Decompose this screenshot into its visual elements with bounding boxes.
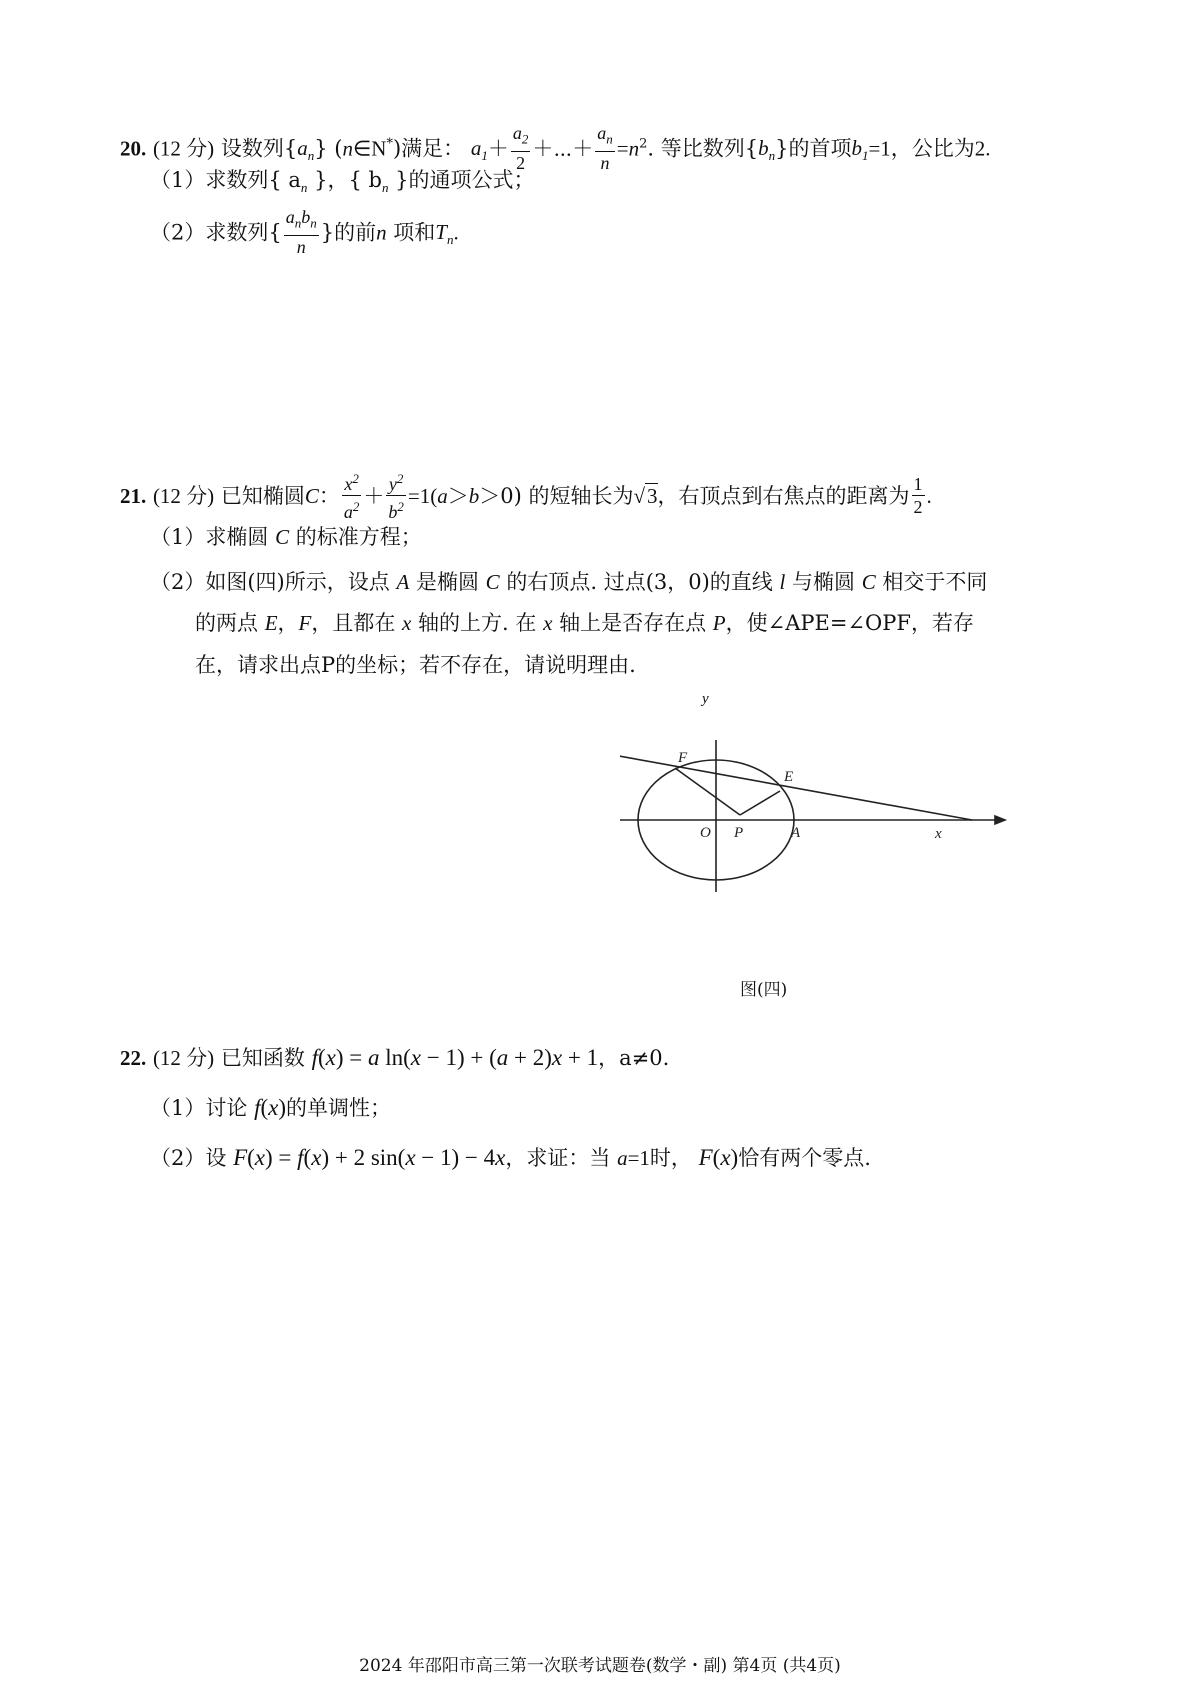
q20-part2-math: n <box>376 220 387 245</box>
q20-math: n <box>628 136 640 161</box>
q21-text: ： <box>318 484 340 508</box>
q22-part2 <box>150 1146 871 1169</box>
q22-math: + 2) <box>508 1045 552 1070</box>
q22-part2-text: ，求证：当 <box>505 1146 611 1170</box>
q22-part2-math: ( <box>303 1145 312 1170</box>
q22-math: ) = <box>335 1045 368 1070</box>
q20-part1: （1）求数列{ $a_n$ }，{ $b_n$ }的通项公式； <box>150 168 535 196</box>
q21-text: ＞ <box>447 484 469 508</box>
q20-points: (12 分) <box>152 136 215 161</box>
q21-math: a <box>437 484 448 508</box>
label-F: F <box>678 750 688 766</box>
q22-part1-math: f <box>254 1095 261 1120</box>
q20-text: } ( <box>314 136 343 161</box>
q21-part2-text: ，且都在 <box>311 611 396 635</box>
q21-part2-math: C <box>861 570 876 594</box>
q20-math: $a_n$ <box>297 136 315 164</box>
q22-part2-math: x <box>720 1145 731 1170</box>
q21-part2-line1 <box>150 572 987 593</box>
q21-part2-text: 相交于不同 <box>882 570 988 594</box>
q21-part1-text: 的标准方程； <box>295 525 422 549</box>
q22-math: − 1) + ( <box>421 1045 497 1070</box>
label-x: x <box>935 826 942 842</box>
q22-part2-math: ) = <box>265 1145 298 1170</box>
q22-part2-math: a <box>617 1146 628 1170</box>
y-axis-label: y <box>702 691 709 707</box>
page-footer: 2024 年邵阳市高三第一次联考试题卷(数学・副) 第4页 (共4页) <box>359 1656 841 1676</box>
q21-part2-line3 <box>195 655 636 676</box>
segment-PE <box>740 791 780 815</box>
q20-part1-text: }的通项公式； <box>388 168 535 192</box>
q22-part2-text: =1时， <box>627 1146 692 1170</box>
q21-stem <box>120 470 932 525</box>
q20-math: n <box>342 136 353 161</box>
q21-sqrt: √3 <box>633 484 658 508</box>
q21-part2-math: P <box>712 611 726 635</box>
q22-math: x <box>410 1045 422 1070</box>
q22-math: a <box>367 1045 380 1070</box>
q22-number: 22. <box>120 1046 147 1070</box>
q20-fraction: $\frac{a_n}{n}$ <box>597 123 613 173</box>
q21-part1-text: （1）求椭圆 <box>150 525 269 549</box>
q21-fraction: $\frac{x^2}{a^2}$ <box>343 471 360 522</box>
q21-part2-math: E <box>264 611 278 635</box>
q21-math: b <box>468 484 480 508</box>
q20-part2-text: }的前 <box>320 220 377 245</box>
q21-part2-line2: 的两点 E，F，且都在 x 轴的上方. 在 x 轴上是否存在点 P，使∠APE=∠OPF，若存 <box>195 611 974 635</box>
q22-math: x <box>325 1045 336 1070</box>
q20-math: * <box>386 136 393 152</box>
q20-math: $b_n$ <box>758 136 776 164</box>
q21-part2-math: l <box>779 570 786 594</box>
q22-part2-math: − 1) − 4 <box>415 1145 496 1170</box>
label-A: A <box>791 825 801 841</box>
q21-part2-math: F <box>298 611 312 635</box>
q20-math: $a_1$ <box>470 136 488 164</box>
q22-math: x <box>551 1045 563 1070</box>
q22-part2-math: ( <box>712 1145 721 1170</box>
q20-part1-text: }，{ b <box>307 168 382 192</box>
q21-fraction: $\frac{1}{2}$ <box>913 474 923 517</box>
figure-caption: 图(四) <box>740 980 788 1000</box>
line-l <box>620 748 972 820</box>
q20-part2-math: $T_n$ <box>435 220 454 248</box>
q22-part1-math: x <box>268 1095 279 1120</box>
label-O: O <box>700 825 711 841</box>
q22-part2-text: 恰有两个零点. <box>738 1146 871 1170</box>
label-E: E <box>784 769 794 785</box>
q21-part2-text: （2）如图(四)所示，设点 <box>150 570 390 594</box>
q20-part2 <box>150 208 459 260</box>
q20-text: }的首项 <box>775 136 852 161</box>
q21-part1 <box>150 527 422 548</box>
q22-part2-math: ) + 2 sin( <box>321 1145 406 1170</box>
q22-part2-math: x <box>405 1145 416 1170</box>
q20-number: 20. <box>120 136 147 161</box>
q21-text: =1( <box>407 484 438 508</box>
q21-part2-text: 在，请求出点P的坐标；若不存在，请说明理由. <box>195 653 636 677</box>
q22-part1-math: ( <box>260 1095 269 1120</box>
q21-text: ＞0) 的短轴长为 <box>479 484 634 508</box>
q22-part1-text: 的单调性； <box>286 1096 392 1120</box>
q22-part2-math: F <box>233 1145 248 1170</box>
q22-part1-text: （1）讨论 <box>150 1096 248 1120</box>
q22-part2-math: x <box>254 1145 266 1170</box>
q21-part1-math: C <box>275 525 290 549</box>
q22-points: (12 分) <box>152 1046 215 1070</box>
label-P: P <box>734 825 744 841</box>
q21-part2-text: ，使∠APE=∠OPF，若存 <box>725 611 974 635</box>
q21-part2-math: C <box>485 570 500 594</box>
q20-math: ＋⋯＋ <box>532 136 594 161</box>
q22-math: ln( <box>379 1045 411 1070</box>
q20-text: =1，公比为2. <box>868 136 991 161</box>
q21-math: C <box>304 484 319 508</box>
q20-text: )满足： <box>392 136 465 161</box>
q20-part1-text: （1）求数列{ a <box>150 168 301 192</box>
q21-part2-text: 轴的上方. 在 <box>418 611 537 635</box>
q21-text: ，右顶点到右焦点的距离为 <box>657 484 910 508</box>
q22-math: a <box>496 1045 509 1070</box>
q22-math: + 1 <box>562 1045 599 1070</box>
q22-part1 <box>150 1096 391 1119</box>
q20-text: ∈N <box>352 136 387 161</box>
q21-part2-text: 的两点 <box>195 611 258 635</box>
q20-math: $b_1$ <box>851 136 869 164</box>
q21-part2-text: 是椭圆 <box>415 570 479 594</box>
q20-part2-math: . <box>453 220 459 245</box>
q20-text: 设数列{ <box>220 136 298 161</box>
q22-text: 已知函数 <box>220 1046 305 1070</box>
q22-part2-math: ( <box>247 1145 255 1170</box>
q20-part2-text: （2）求数列{ <box>150 220 282 245</box>
q20-part2-fraction: $\frac{a_nb_n}{n}$ <box>285 207 317 257</box>
q20-fraction: $\frac{a_2}{2}$ <box>512 123 529 173</box>
q22-part2-math: x <box>311 1145 322 1170</box>
q22-function-def: f <box>311 1045 318 1070</box>
q21-part2-math: x <box>402 611 412 635</box>
q20-text: = <box>616 136 629 161</box>
ellipse-figure <box>620 740 1040 975</box>
q22-math: ( <box>317 1045 326 1070</box>
q22-part2-math: F <box>698 1145 713 1170</box>
q21-math: . <box>926 484 932 508</box>
q21-text: 已知椭圆 <box>220 484 305 508</box>
q21-part2-math: x <box>543 611 553 635</box>
q20-text: . 等比数列{ <box>647 136 759 161</box>
q21-part2-text: 轴上是否存在点 <box>559 611 707 635</box>
q22-part2-math: f <box>297 1145 304 1170</box>
q22-part2-text: （2）设 <box>150 1146 227 1170</box>
q22-part2-math: x <box>495 1145 506 1170</box>
q21-part2-math: A <box>396 570 410 594</box>
q21-points: (12 分) <box>152 484 215 508</box>
q21-part2-text: 与椭圆 <box>792 570 856 594</box>
q22-part2-math: ) <box>730 1145 739 1170</box>
q20-part2-text: 项和 <box>386 220 436 245</box>
q21-number: 21. <box>120 484 147 508</box>
x-axis-arrow <box>995 816 1005 824</box>
q21-math: ＋ <box>363 484 385 508</box>
q20-math: ＋ <box>487 136 509 161</box>
q22-text: ，a≠0. <box>598 1046 670 1070</box>
q20-math: 2 <box>639 136 648 152</box>
q21-part2-text: 的右顶点. 过点(3，0)的直线 <box>506 570 773 594</box>
q22-stem <box>120 1046 669 1069</box>
q21-fraction: $\frac{y^2}{b^2}$ <box>388 471 404 522</box>
segment-PF <box>675 768 740 815</box>
q22-part1-math: ) <box>278 1095 287 1120</box>
